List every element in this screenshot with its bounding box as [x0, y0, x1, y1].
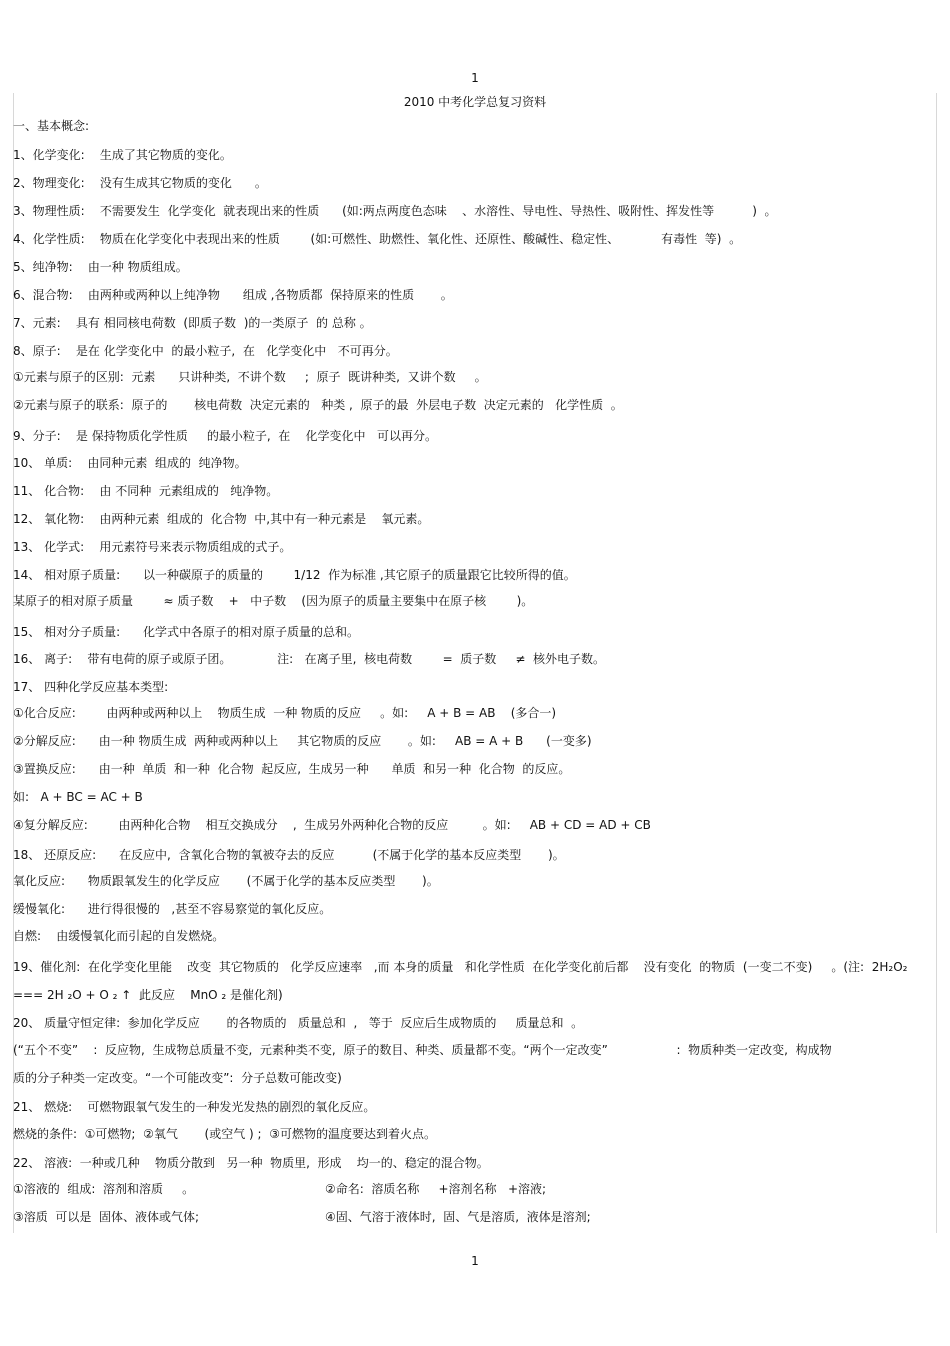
text-line: ③置换反应: 由一种 单质 和一种 化合物 起反应, 生成另一种 单质 和另一种 化合物 的反应。	[13, 762, 571, 776]
text-line: 16、 离子: 带有电荷的原子或原子团。 注: 在离子里, 核电荷数 = 质子数 ≠ 核外电子数。	[13, 652, 606, 666]
text-line: ①化合反应: 由两种或两种以上 物质生成 一种 物质的反应 。如: A + B = AB (多合一)	[13, 706, 557, 720]
text-line: 2、物理变化: 没有生成其它物质的变化 。	[13, 176, 267, 190]
text-line: 缓慢氧化: 进行得很慢的 ,甚至不容易察觉的氧化反应。	[13, 902, 332, 916]
solute-solvent-rule-text: ④固、气溶于液体时, 固、气是溶质, 液体是溶剂;	[325, 1210, 591, 1224]
text-line: 1、化学变化: 生成了其它物质的变化。	[13, 148, 232, 162]
text-line: 18、 还原反应: 在反应中, 含氧化合物的氧被夺去的反应 (不属于化学的基本反应类型 )。	[13, 848, 565, 862]
text-line: ②元素与原子的联系: 原子的 核电荷数 决定元素的 种类 , 原子的最 外层电子数 决定元素的 化学性质 。	[13, 398, 623, 412]
text-line: 19、催化剂: 在化学变化里能 改变 其它物质的 化学反应速率 ,而 本身的质量 和化学性质 在化学变化前后都 没有变化 的物质 (一变二不变) 。(注: 2H₂O₂	[13, 960, 908, 974]
text-line: 10、 单质: 由同种元素 组成的 纯净物。	[13, 456, 247, 470]
text-line: 14、 相对原子质量: 以一种碳原子的质量的 1/12 作为标准 ,其它原子的质量跟它比较所得的值。	[13, 568, 576, 582]
solute-states-text: ③溶质 可以是 固体、液体或气体;	[13, 1210, 200, 1224]
text-line: 21、 燃烧: 可燃物跟氧气发生的一种发光发热的剧烈的氧化反应。	[13, 1100, 376, 1114]
page-border-right	[936, 93, 937, 1233]
page-number-top: 1	[471, 71, 479, 85]
text-line: 燃烧的条件: ①可燃物; ②氧气 (或空气 ) ; ③可燃物的温度要达到着火点。	[13, 1127, 436, 1141]
text-line: 17、 四种化学反应基本类型:	[13, 680, 169, 694]
text-line: 自燃: 由缓慢氧化而引起的自发燃烧。	[13, 929, 225, 943]
text-line: ①元素与原子的区别: 元素 只讲种类, 不讲个数 ; 原子 既讲种类, 又讲个数 。	[13, 370, 487, 384]
text-line: 如: A + BC = AC + B	[13, 790, 143, 804]
text-line: 质的分子种类一定改变。“一个可能改变”: 分子总数可能改变)	[13, 1071, 342, 1085]
text-line: 一、基本概念:	[13, 119, 90, 133]
text-line: 某原子的相对原子质量 ≈ 质子数 + 中子数 (因为原子的质量主要集中在原子核 )。	[13, 594, 534, 608]
text-line: 12、 氧化物: 由两种元素 组成的 化合物 中,其中有一种元素是 氧元素。	[13, 512, 430, 526]
page-number-bottom: 1	[471, 1254, 479, 1268]
text-line: ④复分解反应: 由两种化合物 相互交换成分 , 生成另外两种化合物的反应 。如: AB + CD = AD + CB	[13, 818, 651, 832]
text-line: 5、纯净物: 由一种 物质组成。	[13, 260, 188, 274]
solution-composition-text: ①溶液的 组成: 溶剂和溶质 。	[13, 1182, 195, 1196]
text-line: 7、元素: 具有 相同核电荷数 (即质子数 )的一类原子 的 总称 。	[13, 316, 372, 330]
text-line: 13、 化学式: 用元素符号来表示物质组成的式子。	[13, 540, 292, 554]
text-line: (“五个不变” : 反应物, 生成物总质量不变, 元素种类不变, 原子的数目、种类、质量都不变。“两个一定改变” : 物质种类一定改变, 构成物	[13, 1043, 832, 1057]
text-line: 11、 化合物: 由 不同种 元素组成的 纯净物。	[13, 484, 279, 498]
text-line: 4、化学性质: 物质在化学变化中表现出来的性质 (如:可燃性、助燃性、氧化性、还原性、酸碱性、稳定性、 有毒性 等) 。	[13, 232, 742, 246]
document-title: 2010 中考化学总复习资料	[403, 95, 547, 109]
solution-naming-text: ②命名: 溶质名称 +溶剂名称 +溶液;	[325, 1182, 547, 1196]
text-line: 15、 相对分子质量: 化学式中各原子的相对原子质量的总和。	[13, 625, 360, 639]
text-line: 3、物理性质: 不需要发生 化学变化 就表现出来的性质 (如:两点两度色态味 、水溶性、导电性、导热性、吸附性、挥发性等 ) 。	[13, 204, 777, 218]
text-line: === 2H ₂O + O ₂ ↑ 此反应 MnO ₂ 是催化剂)	[13, 988, 283, 1002]
text-line: 氧化反应: 物质跟氧发生的化学反应 (不属于化学的基本反应类型 )。	[13, 874, 439, 888]
text-line: 20、 质量守恒定律: 参加化学反应 的各物质的 质量总和 , 等于 反应后生成物质的 质量总和 。	[13, 1016, 584, 1030]
text-line: 9、分子: 是 保持物质化学性质 的最小粒子, 在 化学变化中 可以再分。	[13, 429, 437, 443]
text-line: 22、 溶液: 一种或几种 物质分散到 另一种 物质里, 形成 均一的、稳定的混合物。	[13, 1156, 489, 1170]
text-line: 6、混合物: 由两种或两种以上纯净物 组成 ,各物质都 保持原来的性质 。	[13, 288, 453, 302]
text-line: 8、原子: 是在 化学变化中 的最小粒子, 在 化学变化中 不可再分。	[13, 344, 398, 358]
text-line: ②分解反应: 由一种 物质生成 两种或两种以上 其它物质的反应 。如: AB = A + B (一变多)	[13, 734, 592, 748]
